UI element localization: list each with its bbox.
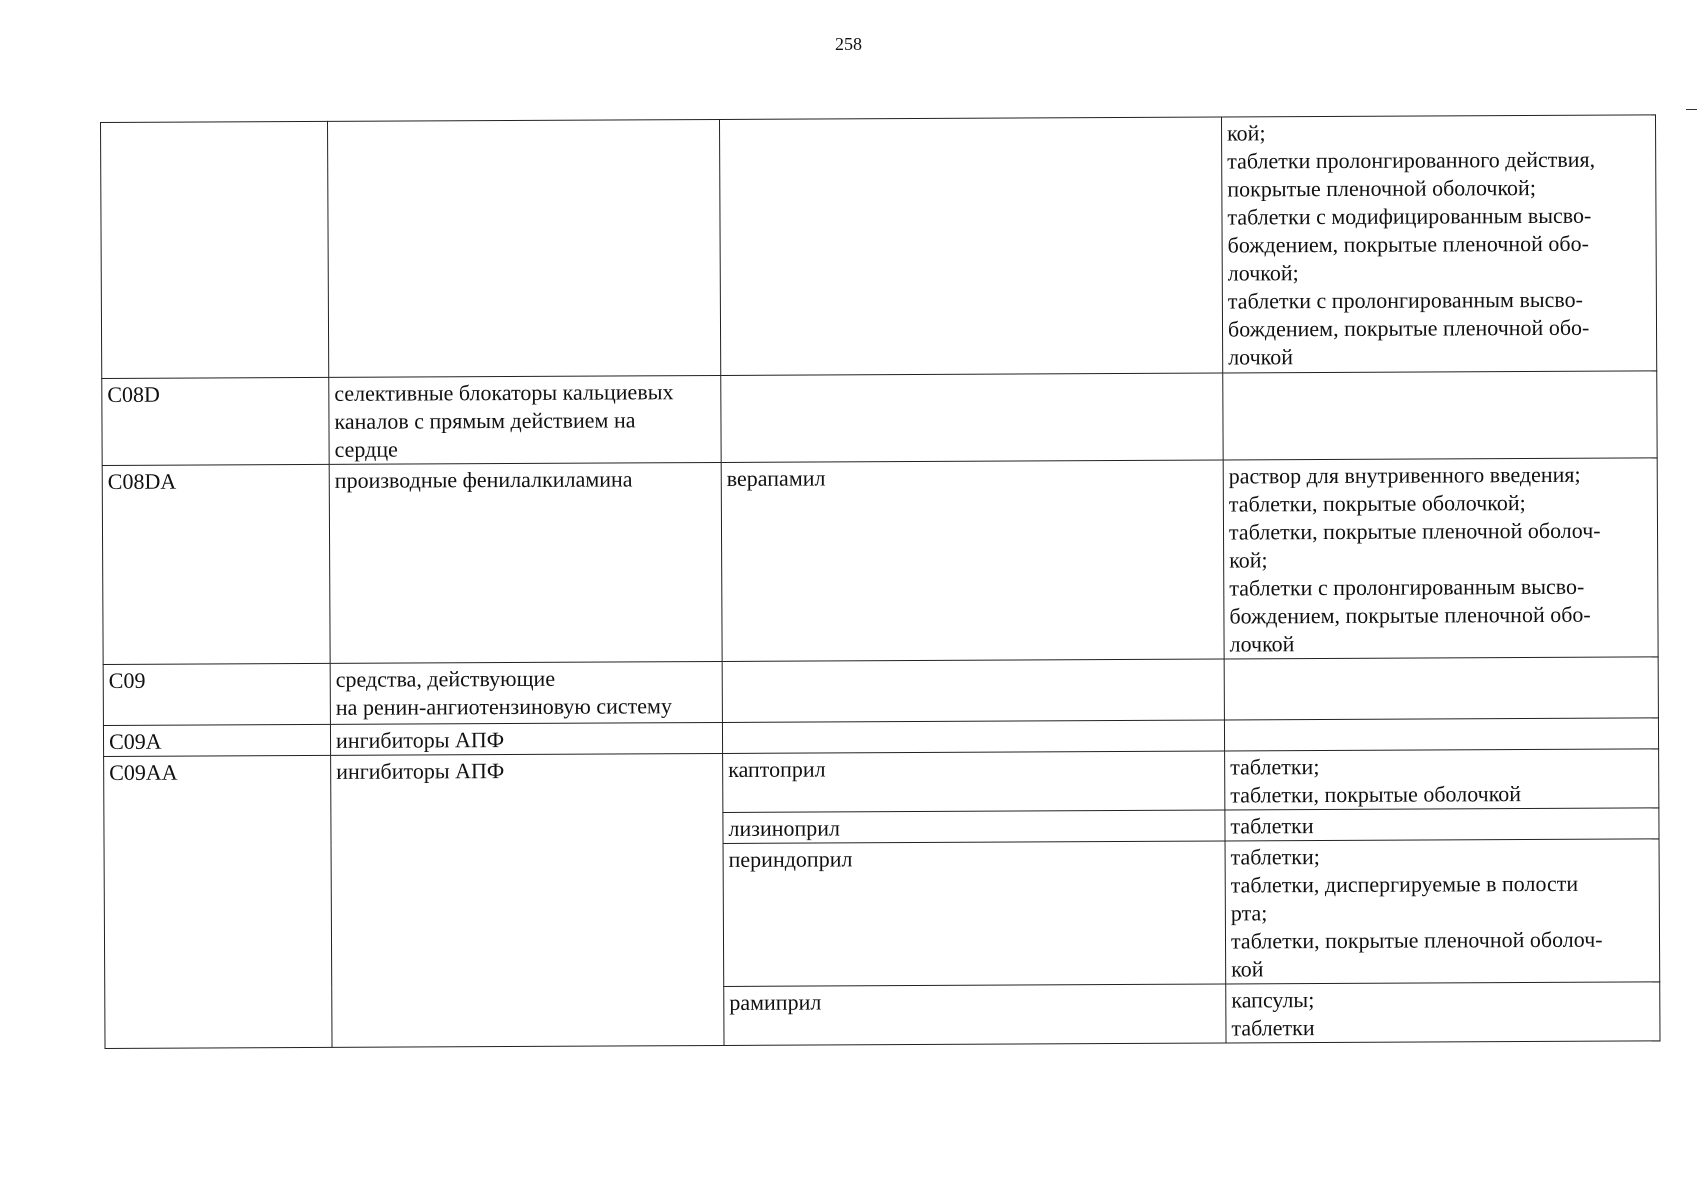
dosage-form-line: таблетки пролонгированного действия, (1227, 146, 1596, 174)
atc-code: C09AA (109, 759, 178, 785)
dosage-form-line: таблетки с пролонгированным высво- (1227, 286, 1583, 314)
drug-name: периндоприл (728, 846, 853, 872)
table-row-c08d (102, 371, 1657, 466)
dosage-form-line: лочкой; (1227, 260, 1299, 286)
drug-name: верапамил (726, 465, 826, 491)
dosage-form-line: раствор для внутривенного введения; (1228, 461, 1581, 489)
dosage-form-line: покрытые пленочной оболочкой; (1227, 174, 1536, 202)
table-row-c09aa (104, 749, 1659, 816)
dosage-form-line: лочкой (1229, 631, 1295, 657)
atc-code-cell (103, 724, 330, 756)
dosage-form-line: таблетки с пролонгированным высво- (1229, 573, 1585, 601)
dosage-form-line: рта; (1230, 900, 1268, 926)
dosage-form-cell (1223, 458, 1658, 659)
dosage-form-line: таблетки, покрытые пленочной оболоч- (1228, 517, 1601, 545)
dosage-form-line: таблетки (1230, 813, 1314, 839)
drug-name-cell (721, 460, 1224, 661)
dosage-form-line: капсулы; (1231, 987, 1315, 1013)
dosage-form-cell (1224, 718, 1658, 751)
margin-mark (1686, 109, 1697, 110)
atc-code: C09A (108, 728, 162, 754)
dosage-form-cell (1225, 808, 1659, 841)
dosage-form-cell (1221, 115, 1656, 373)
dosage-form-line: таблетки; (1230, 754, 1320, 780)
dosage-form-cell (1225, 839, 1660, 984)
dosage-form-line: таблетки; (1230, 844, 1320, 870)
group-name-line: ингибиторы АПФ (336, 758, 505, 784)
dosage-form-line: таблетки (1231, 1015, 1315, 1041)
group-name-line: сердце (334, 436, 398, 462)
dosage-form-cell (1223, 371, 1657, 460)
dosage-form-cell (1225, 749, 1659, 810)
group-name-cell (330, 722, 722, 755)
drug-name: рамиприл (729, 989, 822, 1015)
dosage-form-line: кой (1231, 956, 1264, 982)
dosage-form-line: таблетки, покрытые оболочкой (1230, 781, 1522, 808)
drug-name-cell (723, 751, 1225, 812)
dosage-form-line: кой; (1229, 547, 1268, 573)
atc-code-cell (102, 377, 329, 465)
dosage-form-cell (1224, 657, 1658, 720)
table-row-c09 (103, 657, 1658, 726)
drug-name-cell (723, 810, 1225, 843)
group-name-line: на ренин-ангиотензиновую систему (335, 693, 672, 720)
dosage-form-line: кой; (1227, 120, 1266, 146)
drug-name-cell (721, 373, 1223, 462)
atc-code: C09 (108, 667, 146, 693)
drug-name-cell (723, 841, 1226, 986)
dosage-form-line: бождением, покрытые пленочной обо- (1227, 230, 1589, 258)
dosage-form-line: таблетки, покрытые оболочкой; (1228, 490, 1526, 517)
drug-list-table (100, 114, 1661, 1049)
drug-name-cell (722, 720, 1224, 753)
table-row-c08da (102, 458, 1658, 665)
group-name-line: каналов с прямым действием на (334, 407, 636, 434)
drug-name: каптоприл (728, 756, 826, 782)
drug-name: лизиноприл (728, 815, 841, 841)
table-row-continued (101, 115, 1657, 379)
page-number: 258 (835, 34, 862, 54)
group-name-cell (329, 462, 722, 663)
drug-name-cell (722, 659, 1224, 722)
dosage-form-line: таблетки с модифицированным высво- (1227, 202, 1592, 230)
dosage-form-cell (1226, 982, 1660, 1043)
drug-name-cell (719, 117, 1222, 375)
dosage-form-line: бождением, покрытые пленочной обо- (1229, 601, 1591, 629)
group-name-line: средства, действующие (335, 665, 556, 692)
group-name-line: ингибиторы АПФ (335, 727, 505, 753)
atc-code-cell (103, 663, 330, 725)
group-name-cell (329, 375, 721, 464)
drug-name-cell (724, 984, 1226, 1045)
dosage-form-line: бождением, покрытые пленочной обо- (1227, 314, 1590, 342)
group-name-line: селективные блокаторы кальциевых (334, 379, 674, 406)
dosage-form-line: лочкой (1228, 344, 1294, 370)
atc-code-cell (102, 464, 330, 664)
atc-code-cell (104, 755, 332, 1048)
group-name-line: производные фенилалкиламина (334, 466, 633, 493)
atc-code-cell (101, 121, 329, 378)
dosage-form-line: таблетки, покрытые пленочной оболоч- (1230, 926, 1603, 954)
atc-code: C08DA (107, 468, 177, 494)
group-name-cell (331, 753, 724, 1047)
dosage-form-line: таблетки, диспергируемые в полости (1230, 870, 1579, 898)
group-name-cell (327, 119, 720, 377)
group-name-cell (330, 661, 722, 724)
atc-code: C08D (107, 381, 160, 407)
